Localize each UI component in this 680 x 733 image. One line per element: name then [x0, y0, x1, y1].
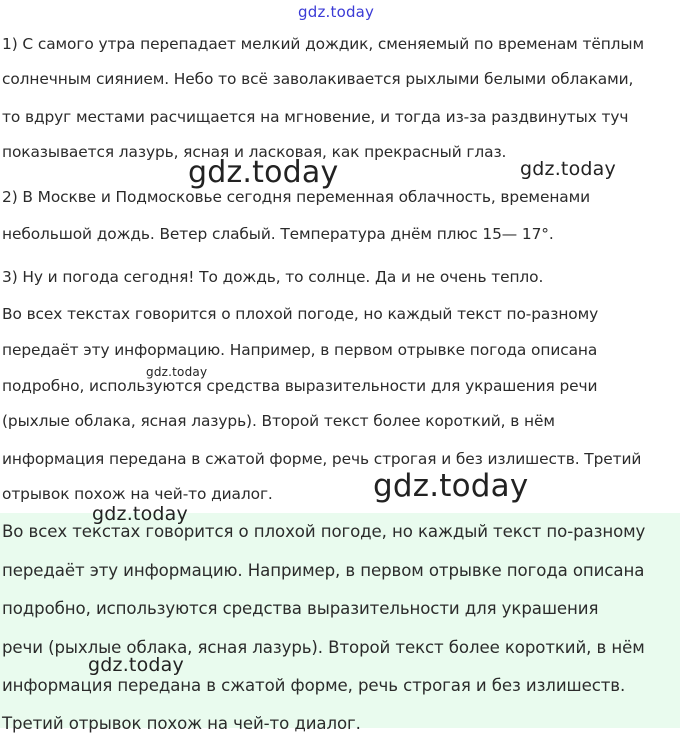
- text-line-7: 3) Ну и погода сегодня! То дождь, то солнце. Да и не очень тепло.: [2, 268, 544, 286]
- watermark-medium-2: gdz.today: [88, 654, 184, 676]
- highlight-line-6: Третий отрывок похож на чей-то диалог.: [2, 714, 361, 733]
- highlight-line-1: Во всех текстах говорится о плохой погоде, но каждый текст по-разному: [2, 522, 646, 541]
- text-line-1: 1) С самого утра перепадает мелкий дождик, сменяемый по временам тёплым: [2, 35, 644, 53]
- text-line-10: подробно, используются средства выразительности для украшения речи: [2, 377, 598, 395]
- highlighted-summary: [0, 513, 680, 733]
- text-line-13: отрывок похож на чей-то диалог.: [2, 485, 273, 503]
- highlight-line-4: речи (рыхлые облака, ясная лазурь). Второй текст более короткий, в нём: [2, 638, 645, 657]
- text-line-2: солнечным сиянием. Небо то всё заволакивается рыхлыми белыми облаками,: [2, 70, 634, 88]
- text-line-5: 2) В Москве и Подмосковье сегодня переменная облачность, временами: [2, 188, 591, 206]
- text-line-3: то вдруг местами расчищается на мгновение, и тогда из-за раздвинутых туч: [2, 108, 629, 126]
- watermark-small-1: gdz.today: [146, 365, 208, 379]
- watermark-top: gdz.today: [298, 3, 375, 21]
- text-line-12: информация передана в сжатой форме, речь строгая и без излишеств. Третий: [2, 450, 642, 468]
- watermark-large-2: gdz.today: [373, 468, 529, 504]
- watermark-large-1: gdz.today: [188, 155, 339, 190]
- watermark-right-1: gdz.today: [520, 158, 616, 180]
- text-line-6: небольшой дождь. Ветер слабый. Температура днём плюс 15— 17°.: [2, 225, 554, 243]
- text-line-4: показывается лазурь, ясная и ласковая, как прекрасный глаз.: [2, 143, 507, 161]
- highlight-line-2: передаёт эту информацию. Например, в первом отрывке погода описана: [2, 561, 645, 580]
- highlight-line-5: информация передана в сжатой форме, речь строгая и без излишеств.: [2, 676, 626, 695]
- text-line-11: (рыхлые облака, ясная лазурь). Второй текст более короткий, в нём: [2, 412, 555, 430]
- highlight-line-3: подробно, используются средства выразительности для украшения: [2, 599, 599, 618]
- text-line-9: передаёт эту информацию. Например, в первом отрывке погода описана: [2, 341, 598, 359]
- watermark-medium-1: gdz.today: [92, 503, 188, 525]
- text-line-8: Во всех текстах говорится о плохой погоде, но каждый текст по-разному: [2, 305, 599, 323]
